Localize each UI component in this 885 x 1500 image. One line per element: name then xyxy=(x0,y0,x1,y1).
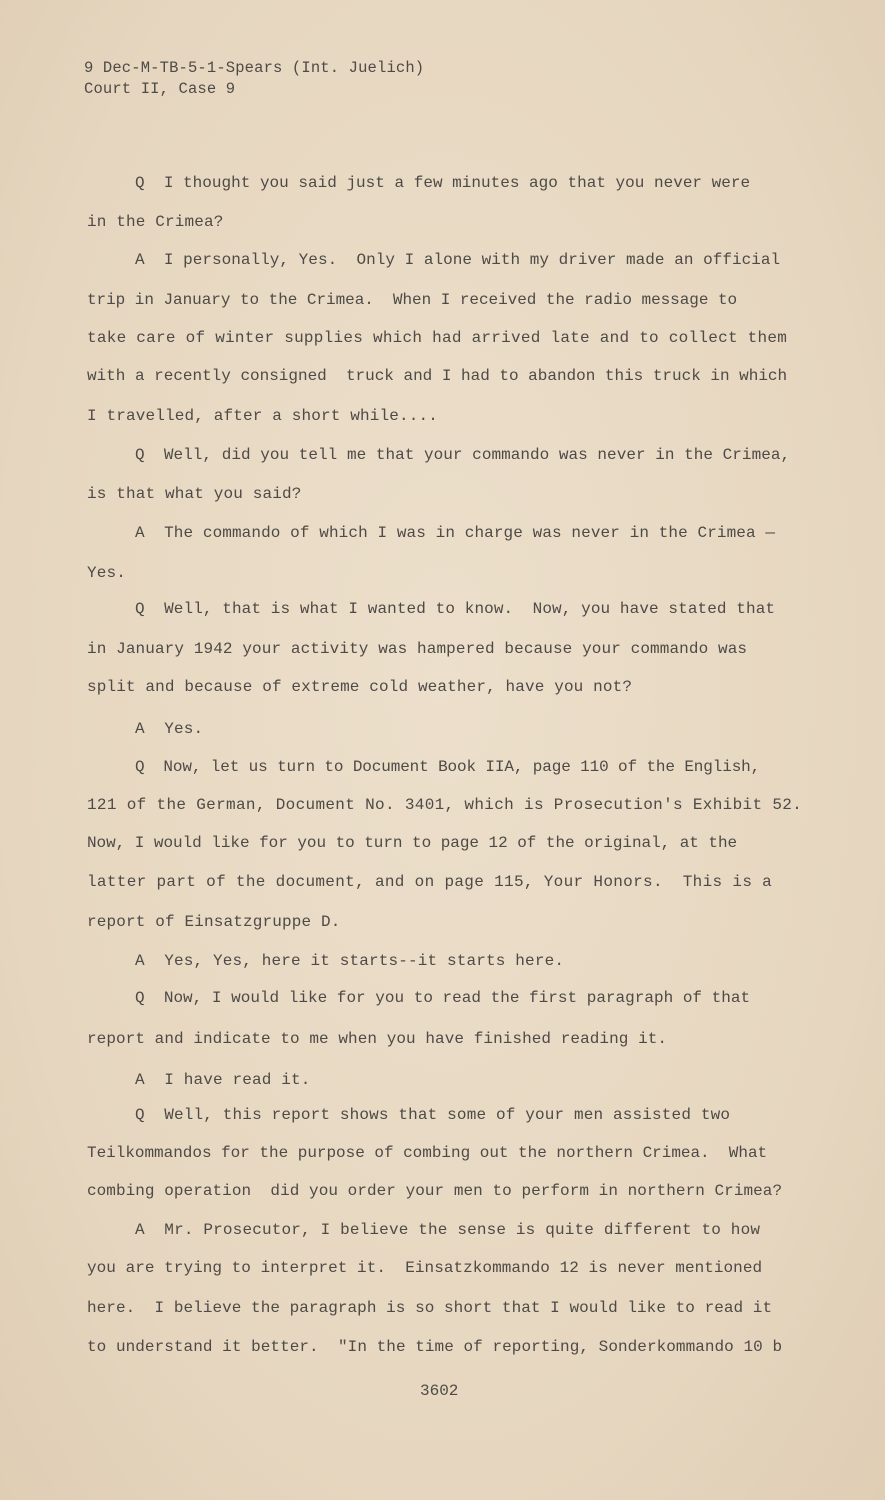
transcript-paragraph-start: Q Now, I would like for you to read the first paragraph of that xyxy=(135,989,751,1007)
transcript-line: report and indicate to me when you have finished reading it. xyxy=(87,1030,668,1048)
transcript-paragraph-start: Q Well, that is what I wanted to know. Now, you have stated that xyxy=(135,600,776,618)
transcript-line: in January 1942 your activity was hampered because your commando was xyxy=(87,640,748,658)
transcript-paragraph-start: A Yes, Yes, here it starts--it starts here. xyxy=(135,952,565,970)
transcript-line: here. I believe the paragraph is so short that I would like to read it xyxy=(87,1299,773,1317)
transcript-paragraph-start: Q Well, this report shows that some of your men assisted two xyxy=(135,1106,731,1124)
transcript-line: I travelled, after a short while.... xyxy=(87,407,439,425)
transcript-paragraph-start: Q Now, let us turn to Document Book IIA, page 110 of the English, xyxy=(135,758,761,776)
transcript-paragraph-start: A Mr. Prosecutor, I believe the sense is quite different to how xyxy=(135,1221,761,1239)
header-reference: 9 Dec-M-TB-5-1-Spears (Int. Juelich) xyxy=(84,59,425,77)
transcript-line: is that what you said? xyxy=(87,485,302,503)
transcript-paragraph-start: Q Well, did you tell me that your commando was never in the Crimea, xyxy=(135,446,791,464)
transcript-line: to understand it better. "In the time of reporting, Sonderkommando 10 b xyxy=(87,1338,783,1356)
transcript-line: Yes. xyxy=(87,564,127,582)
transcript-line: Teilkommandos for the purpose of combing out the northern Crimea. What xyxy=(87,1144,768,1162)
transcript-line: in the Crimea? xyxy=(87,213,224,231)
transcript-paragraph-start: A I personally, Yes. Only I alone with my driver made an official xyxy=(135,251,781,269)
transcript-line: report of Einsatzgruppe D. xyxy=(87,913,341,931)
transcript-line: with a recently consigned truck and I had to abandon this truck in which xyxy=(87,367,788,385)
transcript-line: latter part of the document, and on page 115, Your Honors. This is a xyxy=(87,873,773,891)
transcript-line: combing operation did you order your men to perform in northern Crimea? xyxy=(87,1182,783,1200)
transcript-line: Now, I would like for you to turn to page 12 of the original, at the xyxy=(87,834,738,852)
transcript-line: trip in January to the Crimea. When I received the radio message to xyxy=(87,291,738,309)
transcript-line: split and because of extreme cold weather, have you not? xyxy=(87,678,633,696)
transcript-paragraph-start: A I have read it. xyxy=(135,1071,311,1089)
transcript-paragraph-start: A Yes. xyxy=(135,720,204,738)
transcript-line: 121 of the German, Document No. 3401, which is Prosecution's Exhibit 52. xyxy=(87,796,803,814)
page-number: 3602 xyxy=(420,1382,459,1400)
header-court-case: Court II, Case 9 xyxy=(84,80,236,98)
transcript-paragraph-start: A The commando of which I was in charge was never in the Crimea — xyxy=(135,524,776,542)
transcript-line: take care of winter supplies which had arrived late and to collect them xyxy=(87,329,788,347)
transcript-line: you are trying to interpret it. Einsatzkommando 12 is never mentioned xyxy=(87,1259,763,1277)
transcript-paragraph-start: Q I thought you said just a few minutes ago that you never were xyxy=(135,174,751,192)
